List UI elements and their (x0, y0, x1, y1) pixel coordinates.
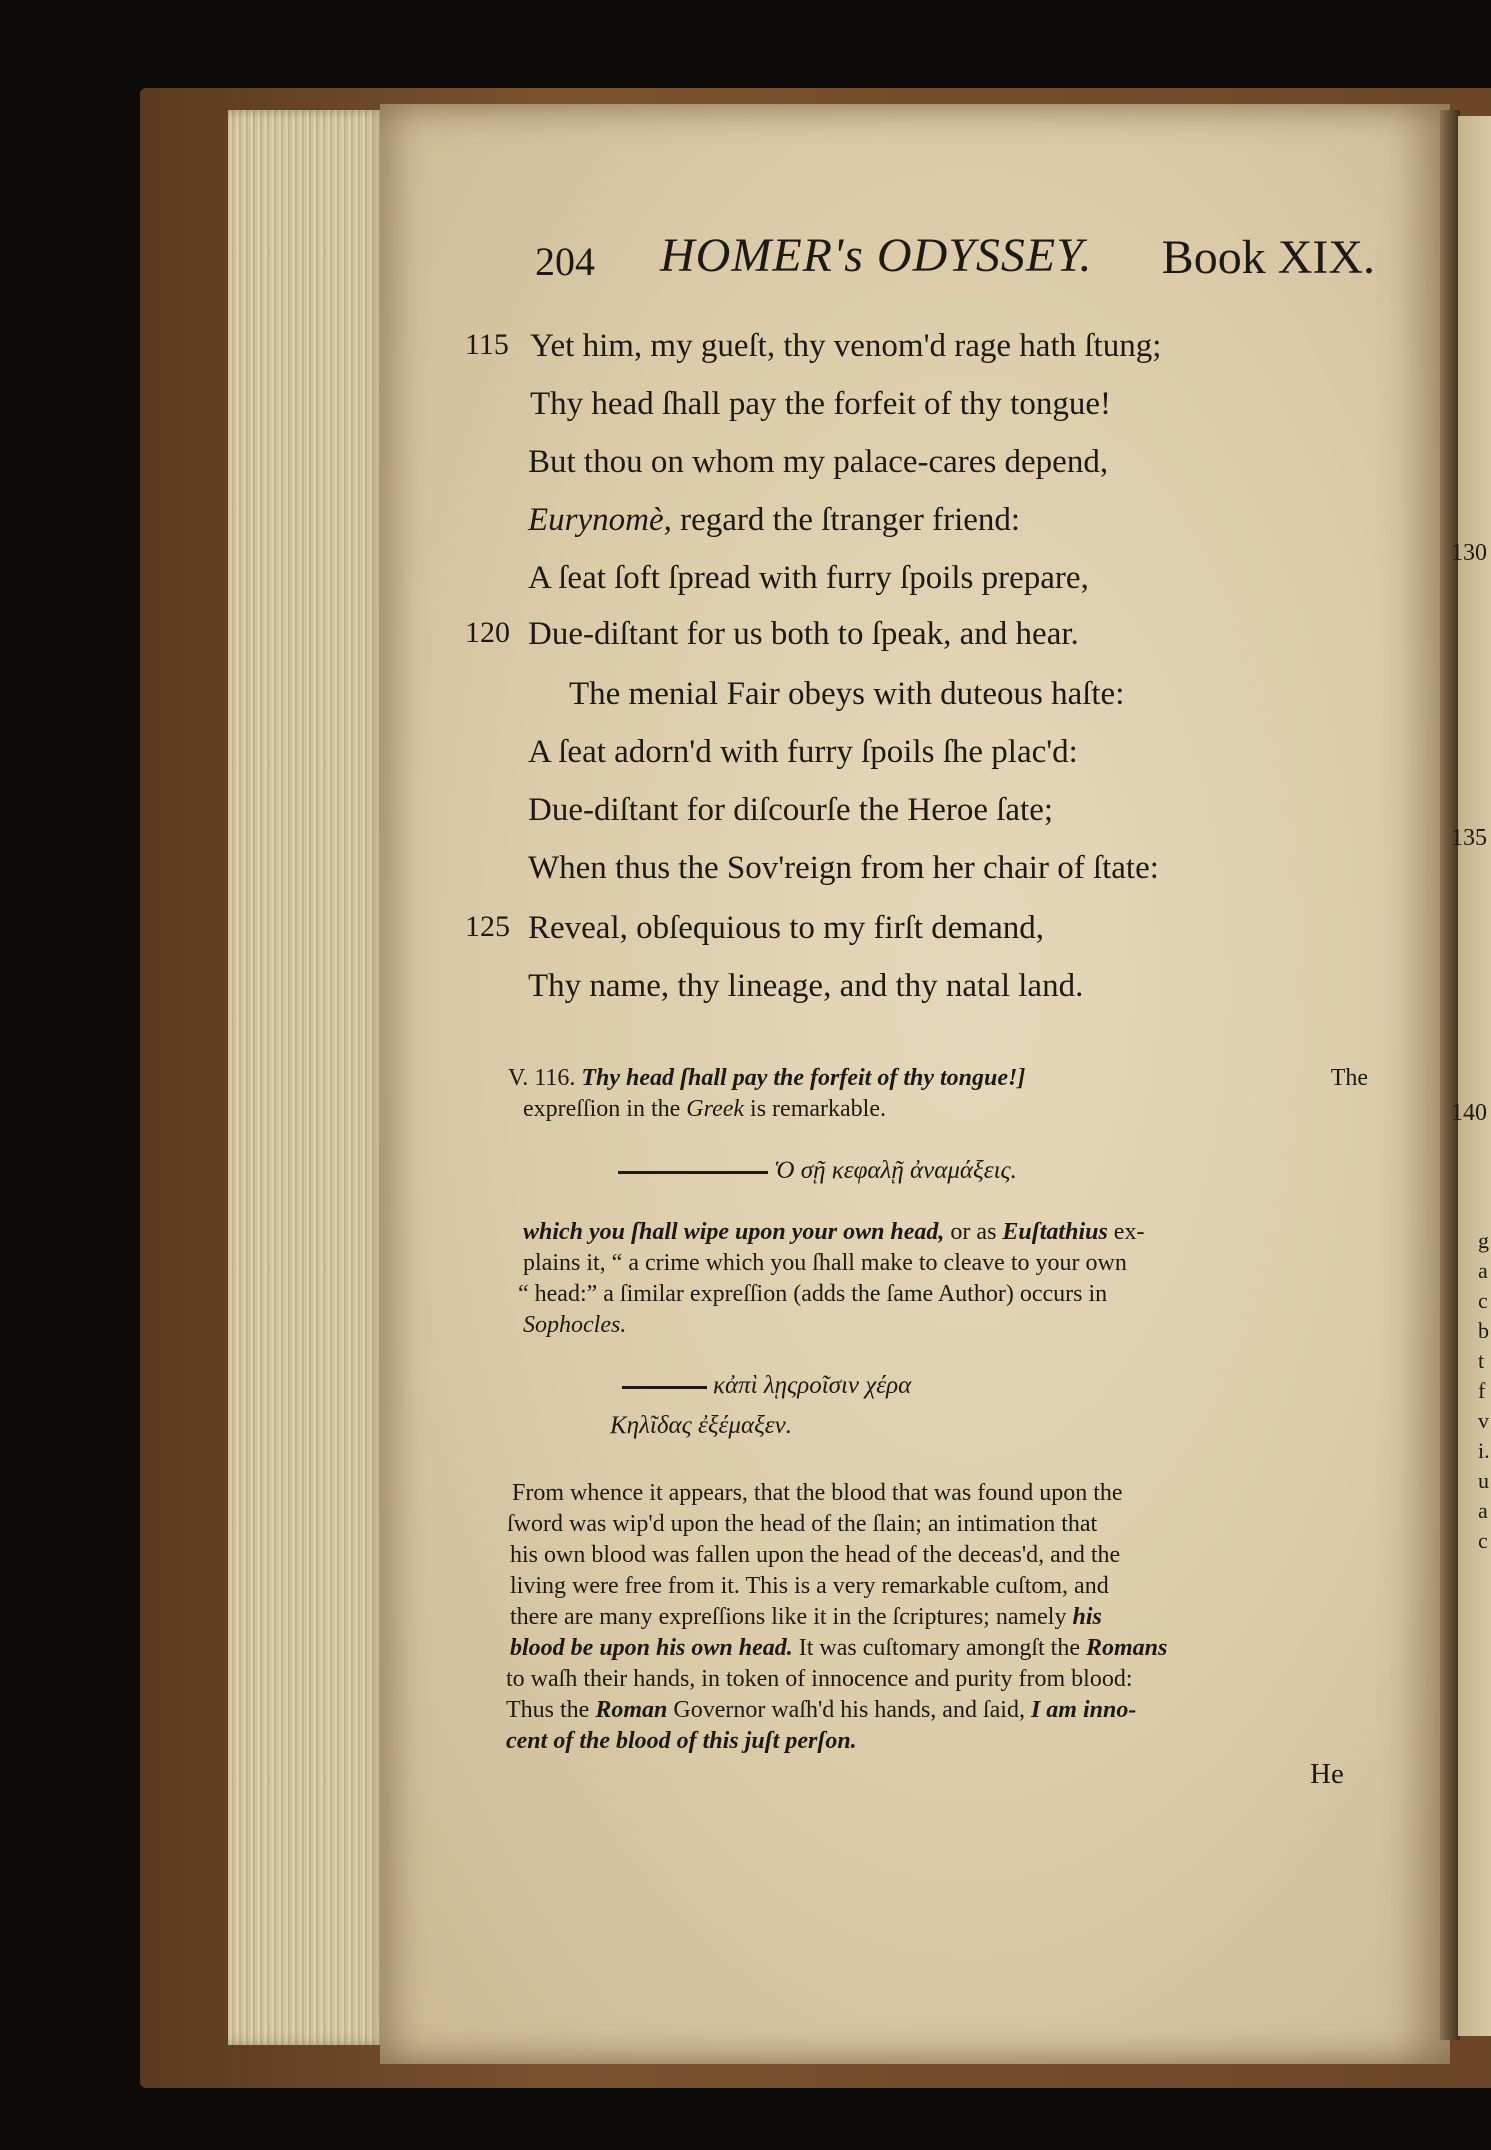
note-emph: blood be upon his own head. (510, 1635, 793, 1661)
book-label: Book XIX. (1161, 231, 1375, 284)
verse-text: When thus the Sov'reign from her chair of ſtate: (528, 850, 1159, 886)
note-line (506, 1695, 1136, 1726)
greek-quote: Κηλῖδας ἐξέμαξεν. (610, 1412, 792, 1439)
note-emph: his (1072, 1604, 1102, 1630)
facing-letter: u (1478, 1468, 1489, 1493)
note-line: plains it, “ a crime which you ſhall make to cleave to your own (523, 1250, 1127, 1276)
verse-text: A ſeat adorn'd with furry ſpoils ſhe plac'd: (528, 734, 1078, 770)
note-emph: Romans (1086, 1635, 1168, 1661)
line-number: 120 (465, 616, 510, 649)
facing-letter: c (1478, 1288, 1488, 1313)
note-line (510, 1602, 1102, 1633)
note-emph: which you ſhall wipe upon your own head, (523, 1219, 945, 1245)
verse-text: Reveal, obſequious to my firſt demand, (528, 910, 1044, 946)
note-text: Thus the (506, 1697, 596, 1723)
note-line: ſword was wip'd upon the head of the ſlain; an intimation that (507, 1511, 1098, 1537)
note-emph: Greek (686, 1096, 745, 1122)
book-gutter (1440, 110, 1460, 2040)
note-text: expreſſion in the (523, 1096, 687, 1122)
running-title: HOMER's ODYSSEY. (660, 229, 1093, 282)
page-edges (228, 110, 388, 2045)
note-text: Governor waſh'd his hands, and ſaid, (667, 1697, 1031, 1723)
greek-text: Ὁ σῇ κεφαλῇ ἀναμάξεις. (774, 1157, 1017, 1184)
line-number: 125 (465, 910, 510, 943)
note-line: cent of the blood of this juſt perſon. (506, 1728, 857, 1754)
greek-quote (622, 1372, 911, 1400)
note-text: ex- (1107, 1219, 1145, 1245)
facing-letter: b (1478, 1318, 1489, 1343)
note-text: It was cuſtomary amongſt the (792, 1635, 1086, 1661)
facing-page-edge (1458, 116, 1491, 2036)
note-line (508, 1063, 1368, 1094)
note-emph: I am inno- (1030, 1697, 1137, 1723)
quote-dash (618, 1171, 768, 1174)
note-line: Sophocles. (523, 1312, 627, 1338)
facing-line-number: 130 (1451, 540, 1487, 566)
line-number: 115 (465, 328, 509, 361)
verse-text: Due-diſtant for us both to ſpeak, and hear. (528, 616, 1079, 652)
verse-text: But thou on whom my palace-cares depend, (528, 444, 1109, 480)
facing-line-number: 140 (1451, 1100, 1487, 1126)
facing-letter: c (1478, 1528, 1488, 1553)
note-quote: Thy head ſhall pay the forfeit of thy tongue!] (581, 1065, 1026, 1091)
facing-letter: v (1478, 1408, 1489, 1433)
verse-text: Thy name, thy lineage, and thy natal land. (528, 968, 1084, 1004)
quote-dash (622, 1386, 707, 1389)
verse-text: Yet him, my gueſt, thy venom'd rage hath ſtung; (530, 328, 1162, 364)
note-text: there are many expreſſions like it in the ſcriptures; namely (510, 1604, 1073, 1630)
facing-letter: i. (1478, 1438, 1490, 1463)
running-head (535, 228, 1375, 298)
facing-line-number: 135 (1451, 825, 1487, 851)
note-text: is remarkable. (744, 1096, 886, 1122)
note-line: “ head:” a ſimilar expreſſion (adds the ſame Author) occurs in (518, 1281, 1108, 1307)
verse-text: Thy head ſhall pay the forfeit of thy tongue! (530, 386, 1111, 422)
note-line: to waſh their hands, in token of innocence and purity from blood: (506, 1666, 1133, 1692)
note-line: From whence it appears, that the blood that was found upon the (512, 1480, 1123, 1506)
verse-text: Due-diſtant for diſcourſe the Heroe ſate; (528, 792, 1054, 828)
greek-text: κἀπὶ λῃςροῖσιν χέρα (713, 1372, 912, 1399)
note-emph: Euſtathius (1002, 1219, 1108, 1245)
note-text: The (1330, 1065, 1368, 1091)
note-text: or as (944, 1219, 1003, 1245)
note-line: his own blood was fallen upon the head of the deceas'd, and the (510, 1542, 1121, 1568)
facing-letter: f (1478, 1378, 1486, 1403)
facing-letter: a (1478, 1258, 1488, 1283)
catchword: He (1310, 1758, 1344, 1790)
note-emph: Roman (595, 1697, 668, 1723)
facing-letter: a (1478, 1498, 1488, 1523)
facing-letter: g (1478, 1228, 1489, 1253)
note-line (523, 1094, 886, 1125)
verse-text: regard the ſtranger friend: (671, 502, 1021, 538)
note-ref: V. 116. (508, 1065, 576, 1091)
verse-text: A ſeat ſoft ſpread with furry ſpoils prepare, (528, 560, 1089, 596)
greek-quote (618, 1157, 1017, 1185)
note-line (510, 1633, 1167, 1664)
verse-name: Eurynomè, (528, 502, 672, 538)
page-number: 204 (535, 239, 595, 284)
note-line: living were free from it. This is a very remarkable cuſtom, and (510, 1573, 1109, 1599)
facing-letter: t (1478, 1348, 1485, 1373)
verse-text: The menial Fair obeys with duteous haſte: (569, 676, 1125, 712)
note-line (523, 1217, 1144, 1248)
